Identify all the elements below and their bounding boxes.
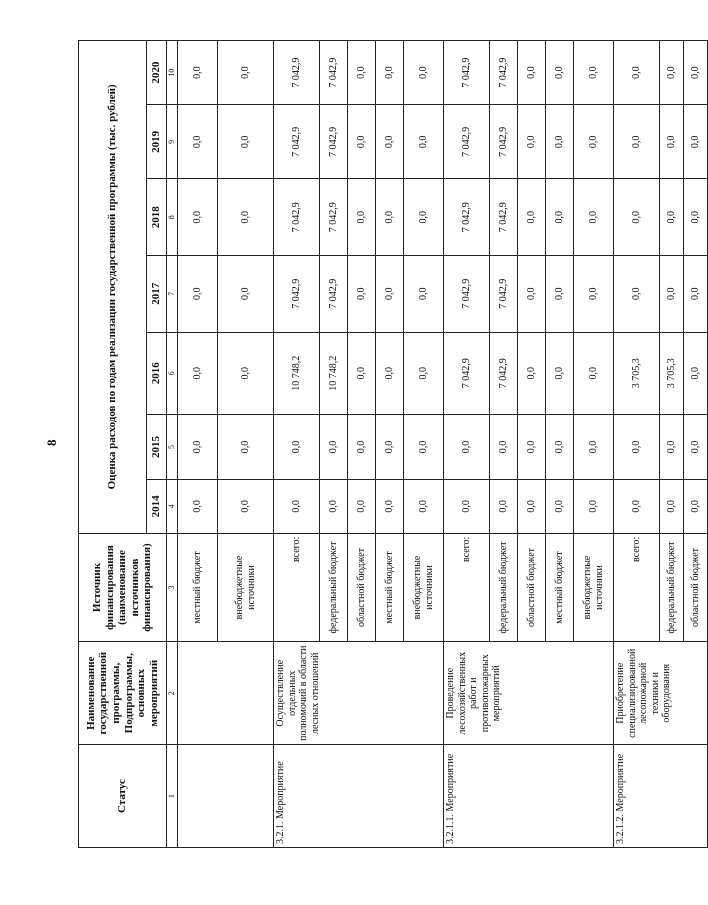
- source-cell: всего:: [274, 533, 320, 642]
- source-cell: областной бюджет: [518, 533, 546, 642]
- value-cell: 0,0: [518, 179, 546, 256]
- header-year: 2019: [147, 105, 167, 179]
- value-cell: 0,0: [684, 414, 708, 479]
- value-cell: 0,0: [684, 480, 708, 534]
- value-cell: 0,0: [574, 256, 614, 333]
- header-year: 2017: [147, 256, 167, 333]
- value-cell: 7 042,9: [444, 41, 490, 105]
- column-number: 7: [167, 256, 178, 333]
- value-cell: 0,0: [444, 480, 490, 534]
- value-cell: 0,0: [518, 105, 546, 179]
- source-cell: федеральный бюджет: [490, 533, 518, 642]
- value-cell: 0,0: [684, 105, 708, 179]
- value-cell: 0,0: [546, 332, 574, 414]
- value-cell: 0,0: [348, 414, 376, 479]
- status-cell: 3.2.1. Мероприятие: [274, 745, 444, 848]
- value-cell: 7 042,9: [274, 256, 320, 333]
- value-cell: 0,0: [546, 105, 574, 179]
- header-year: 2018: [147, 179, 167, 256]
- value-cell: 3 705,3: [614, 332, 660, 414]
- header-status: Статус: [79, 745, 167, 848]
- value-cell: 0,0: [546, 414, 574, 479]
- value-cell: 7 042,9: [490, 105, 518, 179]
- column-number: 5: [167, 414, 178, 479]
- source-cell: внебюджетные источники: [404, 533, 444, 642]
- value-cell: 0,0: [574, 332, 614, 414]
- value-cell: 7 042,9: [444, 332, 490, 414]
- column-number: 3: [167, 533, 178, 642]
- value-cell: 0,0: [518, 480, 546, 534]
- header-source: Источник финансирования (наименование источников финансирования): [79, 533, 167, 642]
- table-row: [274, 41, 320, 848]
- column-number: 8: [167, 179, 178, 256]
- value-cell: 0,0: [546, 179, 574, 256]
- value-cell: 0,0: [660, 414, 684, 479]
- value-cell: 7 042,9: [320, 41, 348, 105]
- value-cell: 0,0: [218, 256, 274, 333]
- value-cell: 0,0: [614, 256, 660, 333]
- header-year: 2020: [147, 41, 167, 105]
- value-cell: 0,0: [660, 41, 684, 105]
- table-row: [178, 41, 218, 848]
- value-cell: 0,0: [518, 414, 546, 479]
- value-cell: 0,0: [546, 41, 574, 105]
- value-cell: 0,0: [614, 480, 660, 534]
- column-number-row: [167, 41, 178, 848]
- value-cell: 0,0: [348, 256, 376, 333]
- source-cell: всего:: [444, 533, 490, 642]
- value-cell: 0,0: [660, 179, 684, 256]
- value-cell: 0,0: [684, 332, 708, 414]
- value-cell: 0,0: [178, 480, 218, 534]
- name-cell: Проведение лесохозяйственных работ и противопожарных мероприятий: [444, 642, 614, 745]
- source-cell: внебюджетные источники: [218, 533, 274, 642]
- value-cell: 7 042,9: [490, 332, 518, 414]
- value-cell: 0,0: [574, 480, 614, 534]
- value-cell: 0,0: [376, 256, 404, 333]
- value-cell: 0,0: [178, 414, 218, 479]
- value-cell: 0,0: [274, 480, 320, 534]
- value-cell: 0,0: [574, 414, 614, 479]
- value-cell: 0,0: [348, 332, 376, 414]
- value-cell: 0,0: [518, 41, 546, 105]
- value-cell: 0,0: [404, 480, 444, 534]
- header-year: 2015: [147, 414, 167, 479]
- value-cell: 0,0: [660, 105, 684, 179]
- source-cell: всего:: [614, 533, 660, 642]
- value-cell: 0,0: [444, 414, 490, 479]
- column-number: 2: [167, 642, 178, 745]
- header-year: 2014: [147, 480, 167, 534]
- value-cell: 0,0: [404, 414, 444, 479]
- status-cell: 3.2.1.2. Мероприятие: [614, 745, 708, 848]
- header-estimate: Оценка расходов по годам реализации государственной программы (тыс. рублей): [79, 41, 147, 534]
- source-cell: областной бюджет: [684, 533, 708, 642]
- name-cell: Приобретение специализированной лесопожарной техники и оборудования: [614, 642, 708, 745]
- value-cell: 0,0: [376, 332, 404, 414]
- value-cell: 7 042,9: [320, 256, 348, 333]
- value-cell: 0,0: [546, 256, 574, 333]
- value-cell: 0,0: [320, 480, 348, 534]
- value-cell: 0,0: [218, 105, 274, 179]
- value-cell: 0,0: [348, 179, 376, 256]
- value-cell: 0,0: [614, 179, 660, 256]
- status-cell: 3.2.1.1. Мероприятие: [444, 745, 614, 848]
- column-number: 10: [167, 41, 178, 105]
- value-cell: 0,0: [178, 256, 218, 333]
- value-cell: 0,0: [684, 41, 708, 105]
- value-cell: 0,0: [218, 332, 274, 414]
- value-cell: 0,0: [320, 414, 348, 479]
- value-cell: 0,0: [574, 179, 614, 256]
- budget-table: [78, 40, 708, 848]
- value-cell: 0,0: [574, 41, 614, 105]
- header-name: Наименование государственной программы, Подпрограммы, основных мероприятий: [79, 642, 167, 745]
- value-cell: 0,0: [518, 256, 546, 333]
- source-cell: местный бюджет: [178, 533, 218, 642]
- value-cell: 7 042,9: [274, 105, 320, 179]
- value-cell: 0,0: [518, 332, 546, 414]
- status-cell: [178, 745, 274, 848]
- value-cell: 0,0: [376, 41, 404, 105]
- value-cell: 7 042,9: [444, 256, 490, 333]
- value-cell: 0,0: [348, 480, 376, 534]
- value-cell: 7 042,9: [490, 41, 518, 105]
- value-cell: 7 042,9: [274, 179, 320, 256]
- value-cell: 0,0: [376, 105, 404, 179]
- value-cell: 0,0: [684, 256, 708, 333]
- column-number: 1: [167, 745, 178, 848]
- source-cell: местный бюджет: [546, 533, 574, 642]
- value-cell: 0,0: [404, 256, 444, 333]
- value-cell: 0,0: [178, 332, 218, 414]
- value-cell: 0,0: [218, 179, 274, 256]
- value-cell: 0,0: [614, 105, 660, 179]
- value-cell: 0,0: [218, 414, 274, 479]
- value-cell: 0,0: [348, 105, 376, 179]
- value-cell: 0,0: [684, 179, 708, 256]
- source-cell: федеральный бюджет: [320, 533, 348, 642]
- value-cell: 0,0: [574, 105, 614, 179]
- value-cell: 7 042,9: [320, 105, 348, 179]
- value-cell: 0,0: [178, 105, 218, 179]
- source-cell: местный бюджет: [376, 533, 404, 642]
- value-cell: 3 705,3: [660, 332, 684, 414]
- value-cell: 7 042,9: [444, 105, 490, 179]
- page-number: 8: [44, 439, 59, 446]
- value-cell: 0,0: [178, 41, 218, 105]
- table-row: [444, 41, 490, 848]
- value-cell: 0,0: [348, 41, 376, 105]
- value-cell: 0,0: [404, 179, 444, 256]
- value-cell: 0,0: [614, 414, 660, 479]
- value-cell: 0,0: [404, 332, 444, 414]
- value-cell: 0,0: [178, 179, 218, 256]
- column-number: 4: [167, 480, 178, 534]
- name-cell: [178, 642, 274, 745]
- value-cell: 0,0: [404, 105, 444, 179]
- name-cell: Осуществление отдельных полномочий в области лесных отношений: [274, 642, 444, 745]
- value-cell: 0,0: [274, 414, 320, 479]
- value-cell: 7 042,9: [274, 41, 320, 105]
- value-cell: 0,0: [490, 480, 518, 534]
- value-cell: 7 042,9: [490, 179, 518, 256]
- value-cell: 0,0: [218, 41, 274, 105]
- header-year: 2016: [147, 332, 167, 414]
- source-cell: федеральный бюджет: [660, 533, 684, 642]
- value-cell: 7 042,9: [320, 179, 348, 256]
- value-cell: 0,0: [376, 179, 404, 256]
- value-cell: 0,0: [546, 480, 574, 534]
- source-cell: внебюджетные источники: [574, 533, 614, 642]
- column-number: 6: [167, 332, 178, 414]
- column-number: 9: [167, 105, 178, 179]
- value-cell: 10 748,2: [274, 332, 320, 414]
- value-cell: 0,0: [376, 480, 404, 534]
- value-cell: 0,0: [660, 480, 684, 534]
- value-cell: 0,0: [218, 480, 274, 534]
- value-cell: 0,0: [660, 256, 684, 333]
- table-row: [614, 41, 660, 848]
- value-cell: 0,0: [614, 41, 660, 105]
- value-cell: 0,0: [404, 41, 444, 105]
- value-cell: 0,0: [376, 414, 404, 479]
- value-cell: 7 042,9: [444, 179, 490, 256]
- source-cell: областной бюджет: [348, 533, 376, 642]
- value-cell: 0,0: [490, 414, 518, 479]
- value-cell: 7 042,9: [490, 256, 518, 333]
- value-cell: 10 748,2: [320, 332, 348, 414]
- rotated-page-content: [78, 40, 701, 848]
